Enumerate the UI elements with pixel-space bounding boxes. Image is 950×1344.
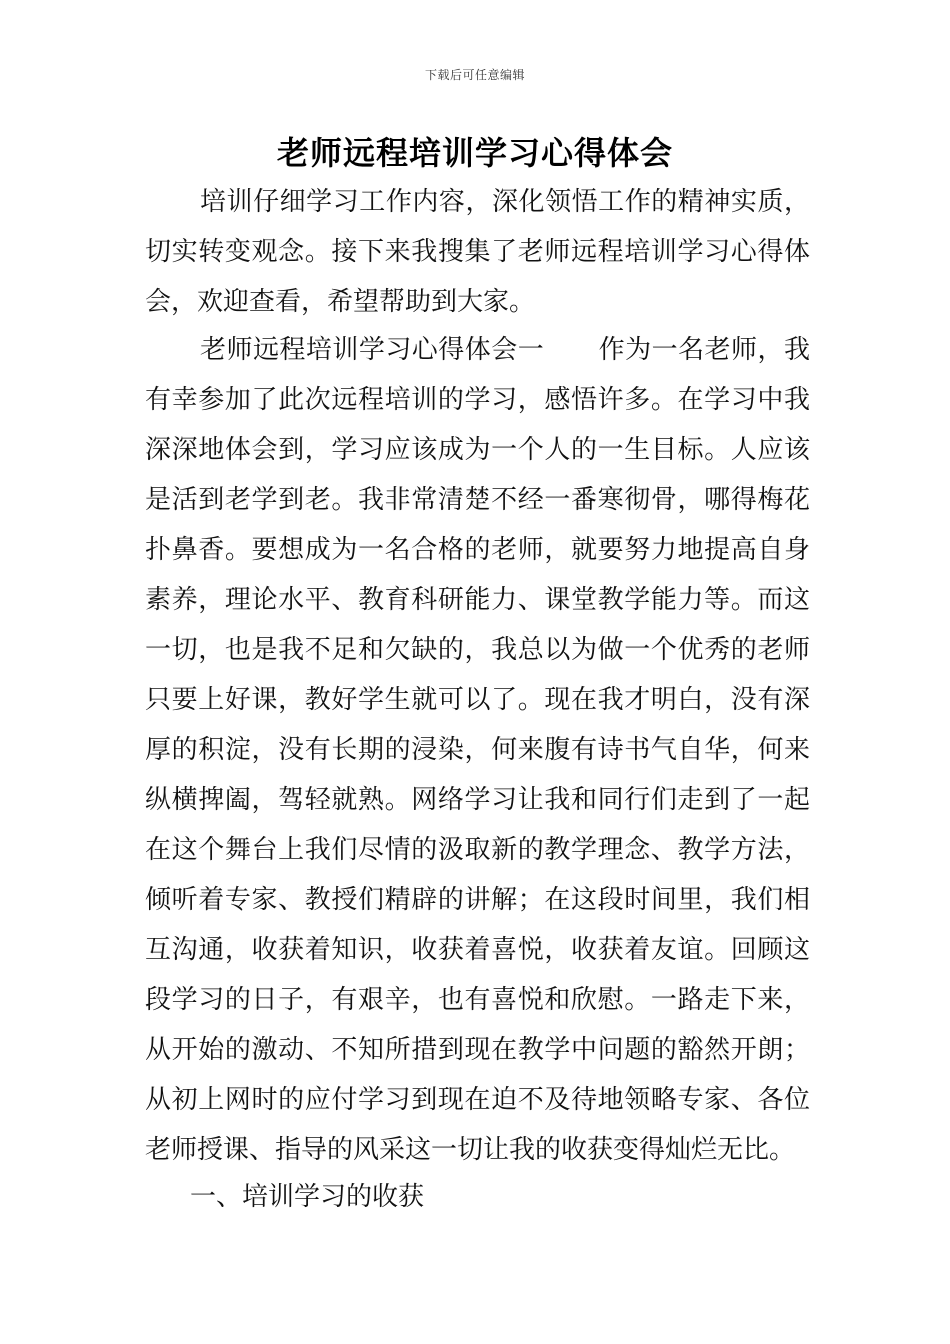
main-paragraph [145,325,810,1175]
intro-paragraph: 培训仔细学习工作内容，深化领悟工作的精神实质，切实转变观念。接下来我搜集了老师远程培训学习心得体会，欢迎查看，希望帮助到大家。 [145,187,810,317]
subsection-heading: 一、培训学习的收获 [190,1182,425,1212]
main-paragraph-text: 作为一名老师，我有幸参加了此次远程培训的学习，感悟许多。在学习中我深深地体会到，学习应该成为一个人的一生目标。人应该是活到老学到老。我非常清楚不经一番寒彻骨，哪得梅花扑鼻香。要想成为一名合格的老师，就要努力地提高自身素养，理论水平、教育科研能力、课堂教学能力等。而这一切，也是我不足和欠缺的，我总以为做一个优秀的老师只要上好课，教好学生就可以了。现在我才明白，没有深厚的积淀，没有长期的浸染，何来腹有诗书气自华，何来纵横捭阖，驾轻就熟。网络学习让我和同行们走到了一起在这个舞台上我们尽情的汲取新的教学理念、教学方法，倾听着专家、教授们精辟的讲解；在这段时间里，我们相互沟通，收获着知识，收获着喜悦，收获着友谊。回顾这段学习的日子，有艰辛，也有喜悦和欣慰。一路走下来，从开始的激动、不知所措到现在教学中问题的豁然开朗；从初上网时的应付学习到现在迫不及待地领略专家、各位老师授课、指导的风采这一切让我的收获变得灿烂无比。 [145,335,810,1165]
section-heading: 老师远程培训学习心得体会一 [200,335,545,365]
header-note: 下载后可任意编辑 [424,68,525,82]
document-title: 老师远程培训学习心得体会 [276,134,673,172]
